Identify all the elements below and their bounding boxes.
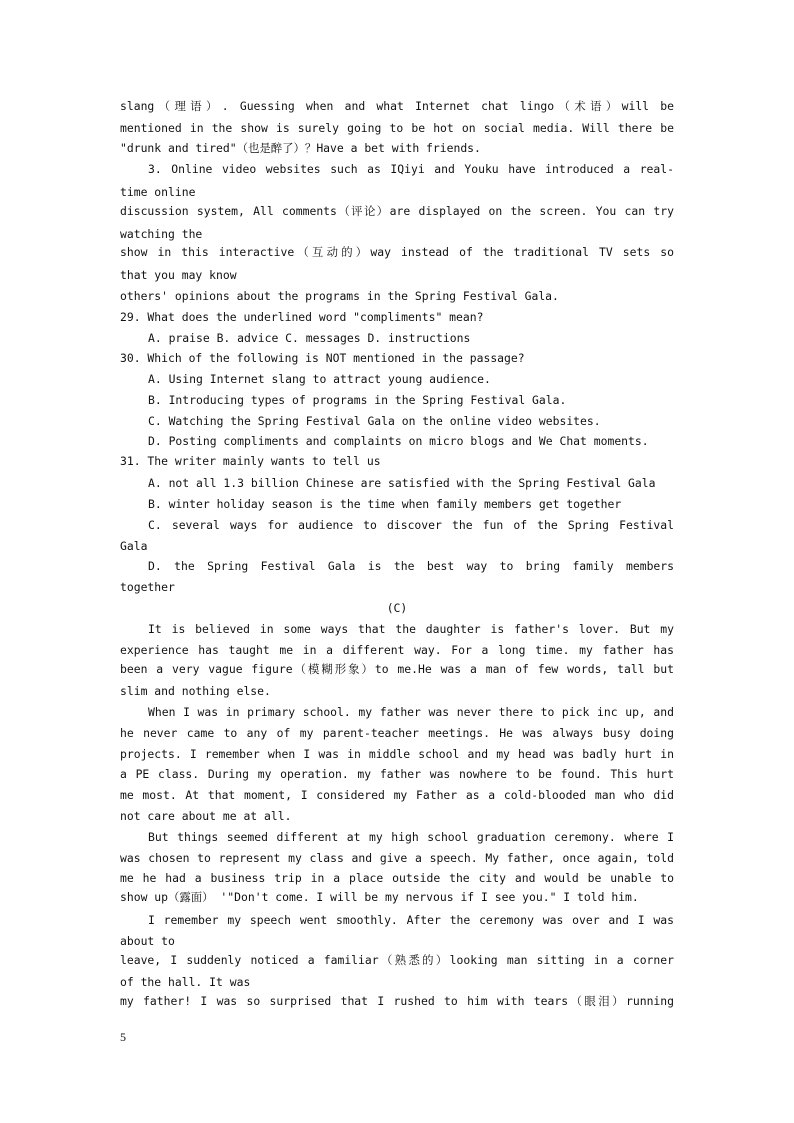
text-line: It is believed in some ways that the daughter is father's lover. But my	[148, 622, 674, 636]
text-line: a PE class. During my operation. my father was nowhere to be found. This hurt	[120, 767, 674, 781]
option-d: D. the Spring Festival Gala is the best way to bring family members	[148, 559, 674, 573]
question-29-options: A. praise B. advice C. messages D. instructions	[148, 331, 471, 345]
text-line: 3. Online video websites such as IQiyi and Youku have introduced a real-	[148, 162, 674, 176]
text-line: leave, I suddenly noticed a familiar（熟悉的）looking man sitting in a corner	[120, 953, 674, 967]
question-30: 30. Which of the following is NOT mentioned in the passage?	[120, 351, 525, 365]
text-line: me most. At that moment, I considered my Father as a cold-blooded man who did	[120, 788, 674, 802]
text-line: I remember my speech went smoothly. After the ceremony was over and I was	[148, 913, 674, 927]
question-29: 29. What does the underlined word "compliments" mean?	[120, 310, 484, 324]
text-line: mentioned in the show is surely going to be hot on social media. Will there be	[120, 121, 674, 135]
option-d: D. Posting compliments and complaints on micro blogs and We Chat moments.	[148, 434, 649, 448]
text-line: my father! I was so surprised that I rushed to him with tears（眼泪）running	[120, 994, 674, 1008]
text-line: of the hall. It was	[120, 975, 251, 989]
option-a: A. Using Internet slang to attract young audience.	[148, 372, 491, 386]
text-line: When I was in primary school. my father was never there to pick inc up, and	[148, 705, 674, 719]
text-line: show up（露面） '"Don't come. I will be my nervous if I see you." I told him.	[120, 890, 639, 904]
option-c: C. Watching the Spring Festival Gala on the online video websites.	[148, 414, 601, 428]
text-line: time online	[120, 185, 196, 199]
section-heading: (C)	[386, 601, 408, 615]
text-line: been a very vague figure（模糊形象）to me.He was a man of few words, tall but	[120, 662, 674, 676]
text-line: show in this interactive（互动的）way instead of the traditional TV sets so	[120, 245, 674, 259]
text-line: Gala	[120, 539, 148, 553]
text-line: experience has taught me in a different way. For a long time. my father has	[120, 643, 674, 657]
option-c: C. several ways for audience to discover the fun of the Spring Festival	[148, 518, 674, 532]
option-b: B. winter holiday season is the time when family members get together	[148, 497, 622, 511]
text-line: about to	[120, 934, 175, 948]
text-line: slim and nothing else.	[120, 684, 271, 698]
text-line: together	[120, 580, 175, 594]
option-a: A. not all 1.3 billion Chinese are satisfied with the Spring Festival Gala	[148, 476, 656, 490]
text-line: that you may know	[120, 268, 237, 282]
text-line: projects. I remember when I was in middle school and my head was badly hurt in	[120, 747, 674, 761]
text-line: others' opinions about the programs in the Spring Festival Gala.	[120, 289, 559, 303]
text-line: discussion system, All comments（评论）are displayed on the screen. You can try	[120, 204, 674, 218]
text-line: "drunk and tired"（也是醉了）？Have a bet with friends.	[120, 141, 481, 155]
text-line: But things seemed different at my high school graduation ceremony. where I	[148, 830, 674, 844]
page-number: 5	[120, 1030, 126, 1044]
text-line: slang（理语）. Guessing when and what Internet chat lingo（术语）will be	[120, 99, 674, 113]
text-line: watching the	[120, 227, 203, 241]
text-line: me he had a business trip in a place outside the city and would be unable to	[120, 871, 674, 885]
text-line: not care about me at all.	[120, 809, 292, 823]
question-31: 31. The writer mainly wants to tell us	[120, 454, 381, 468]
text-line: he never came to any of my parent-teacher meetings. He was always busy doing	[120, 726, 674, 740]
text-line: was chosen to represent my class and give a speech. My father, once again, told	[120, 851, 674, 865]
option-b: B. Introducing types of programs in the Spring Festival Gala.	[148, 393, 567, 407]
